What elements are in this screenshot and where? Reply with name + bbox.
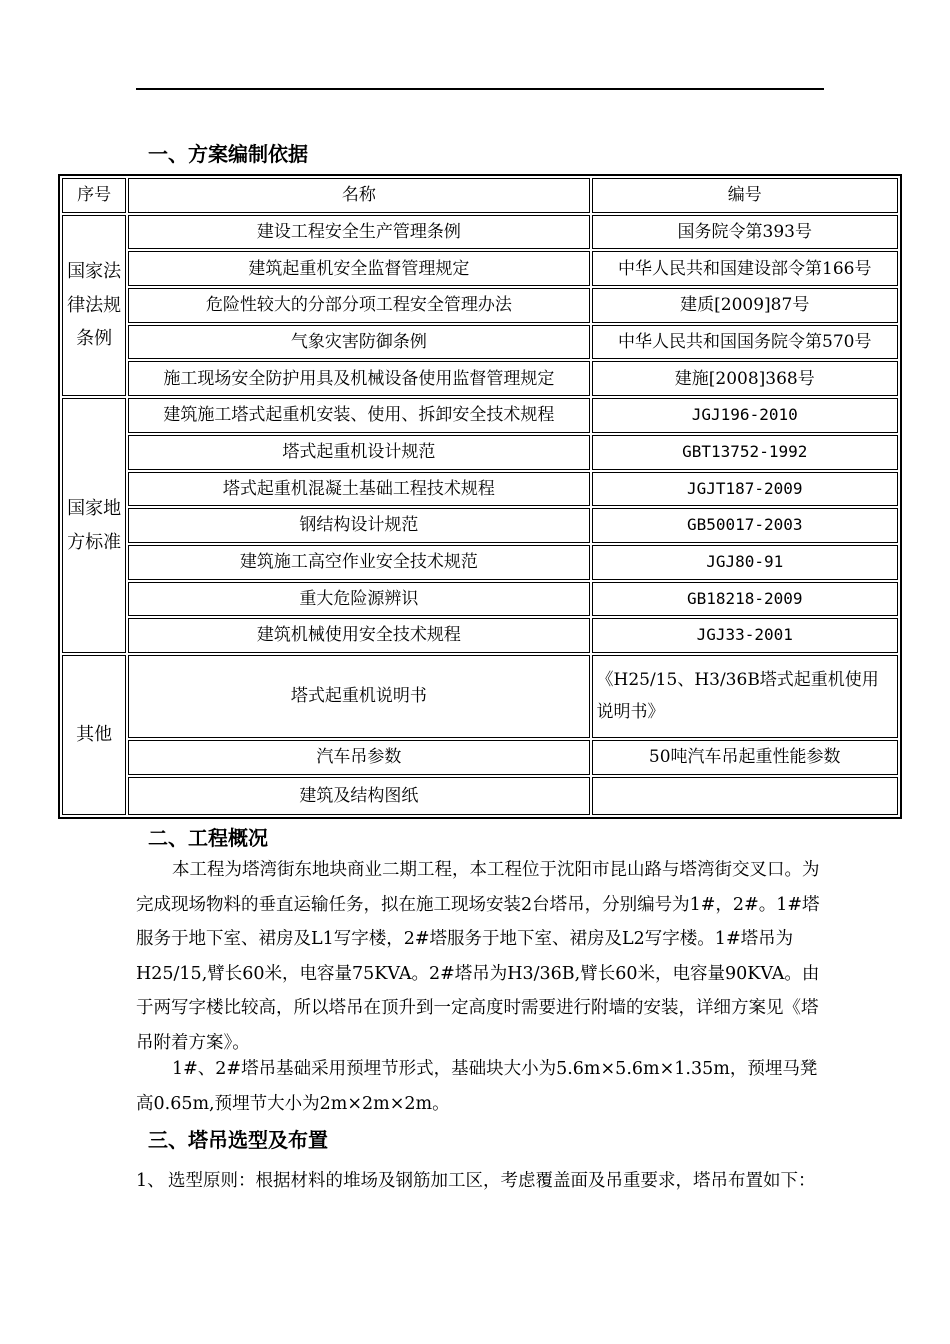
table-row <box>62 325 898 360</box>
project-overview-paragraph <box>136 853 826 1060</box>
paragraph-text: 本工程为塔湾街东地块商业二期工程，本工程位于沈阳市昆山路与塔湾街交叉口。为完成现场物料的垂直运输任务，拟在施工现场安装2台塔吊，分别编号为1#，2#。1#塔服务于地下室、裙房及L1写字楼，2#塔服务于地下室、裙房及L2写字楼。1#塔吊为H25/15,臂长60米，电容量75KVA。2#塔吊为H3/36B,臂长60米，电容量90KVA。由于两写字楼比较高，所以塔吊在顶升到一定高度时需要进行附墙的安装，详细方案见《塔吊附着方案》。 <box>136 860 820 1053</box>
row-code: JGJ80-91 <box>592 545 899 580</box>
basis-table <box>58 174 902 819</box>
row-name: 建筑及结构图纸 <box>128 777 589 815</box>
group-standard: 国家地方标准 <box>62 398 126 653</box>
table-row <box>62 435 898 470</box>
row-name: 建筑施工塔式起重机安装、使用、拆卸安全技术规程 <box>128 398 589 433</box>
row-code: JGJ33-2001 <box>592 618 899 653</box>
table-header-row <box>62 178 898 213</box>
row-code: 中华人民共和国建设部令第166号 <box>592 251 899 286</box>
row-code: JGJT187-2009 <box>592 472 899 507</box>
row-name: 施工现场安全防护用具及机械设备使用监督管理规定 <box>128 361 589 396</box>
section-1-title: 一、方案编制依据 <box>148 142 308 166</box>
row-name: 建筑机械使用安全技术规程 <box>128 618 589 653</box>
list-item-text: 选型原则：根据材料的堆场及钢筋加工区，考虑覆盖面及吊重要求，塔吊布置如下： <box>168 1171 816 1191</box>
row-code: 建施[2008]368号 <box>592 361 899 396</box>
table-row <box>62 740 898 775</box>
group-other: 其他 <box>62 655 126 815</box>
row-code: 50吨汽车吊起重性能参数 <box>592 740 899 775</box>
table-row <box>62 545 898 580</box>
row-name: 建筑施工高空作业安全技术规范 <box>128 545 589 580</box>
row-name: 建筑起重机安全监督管理规定 <box>128 251 589 286</box>
row-code: 中华人民共和国国务院令第570号 <box>592 325 899 360</box>
section-3-title: 三、塔吊选型及布置 <box>148 1128 328 1152</box>
row-code: 建质[2009]87号 <box>592 288 899 323</box>
row-code: GBT13752-1992 <box>592 435 899 470</box>
header-seq: 序号 <box>62 178 126 213</box>
row-code: 《H25/15、H3/36B塔式起重机使用说明书》 <box>592 655 899 738</box>
list-item <box>136 1164 826 1199</box>
row-name: 重大危险源辨识 <box>128 582 589 617</box>
row-name: 钢结构设计规范 <box>128 508 589 543</box>
row-name: 气象灾害防御条例 <box>128 325 589 360</box>
header-rule <box>136 88 824 90</box>
header-code: 编号 <box>592 178 899 213</box>
table-row <box>62 777 898 815</box>
row-code: GB18218-2009 <box>592 582 899 617</box>
row-code <box>592 777 899 815</box>
row-name: 建设工程安全生产管理条例 <box>128 215 589 250</box>
row-code: JGJ196-2010 <box>592 398 899 433</box>
header-name: 名称 <box>128 178 589 213</box>
row-name: 塔式起重机混凝土基础工程技术规程 <box>128 472 589 507</box>
table-row <box>62 618 898 653</box>
row-code: GB50017-2003 <box>592 508 899 543</box>
row-code: 国务院令第393号 <box>592 215 899 250</box>
table-row <box>62 398 898 433</box>
row-name: 汽车吊参数 <box>128 740 589 775</box>
table-row <box>62 361 898 396</box>
table-row <box>62 215 898 250</box>
section-2-title: 二、工程概况 <box>148 826 268 850</box>
list-item-number: 1、 <box>136 1171 165 1191</box>
table-row <box>62 508 898 543</box>
row-name: 塔式起重机说明书 <box>128 655 589 738</box>
table-row <box>62 655 898 738</box>
table-row <box>62 472 898 507</box>
row-name: 塔式起重机设计规范 <box>128 435 589 470</box>
foundation-paragraph <box>136 1052 826 1121</box>
paragraph-text: 1#、2#塔吊基础采用预埋节形式，基础块大小为5.6m×5.6m×1.35m，预埋马凳高0.65m,预埋节大小为2m×2m×2m。 <box>136 1059 818 1114</box>
table-row <box>62 582 898 617</box>
table-row <box>62 288 898 323</box>
table-row <box>62 251 898 286</box>
row-name: 危险性较大的分部分项工程安全管理办法 <box>128 288 589 323</box>
group-law: 国家法律法规条例 <box>62 215 126 396</box>
